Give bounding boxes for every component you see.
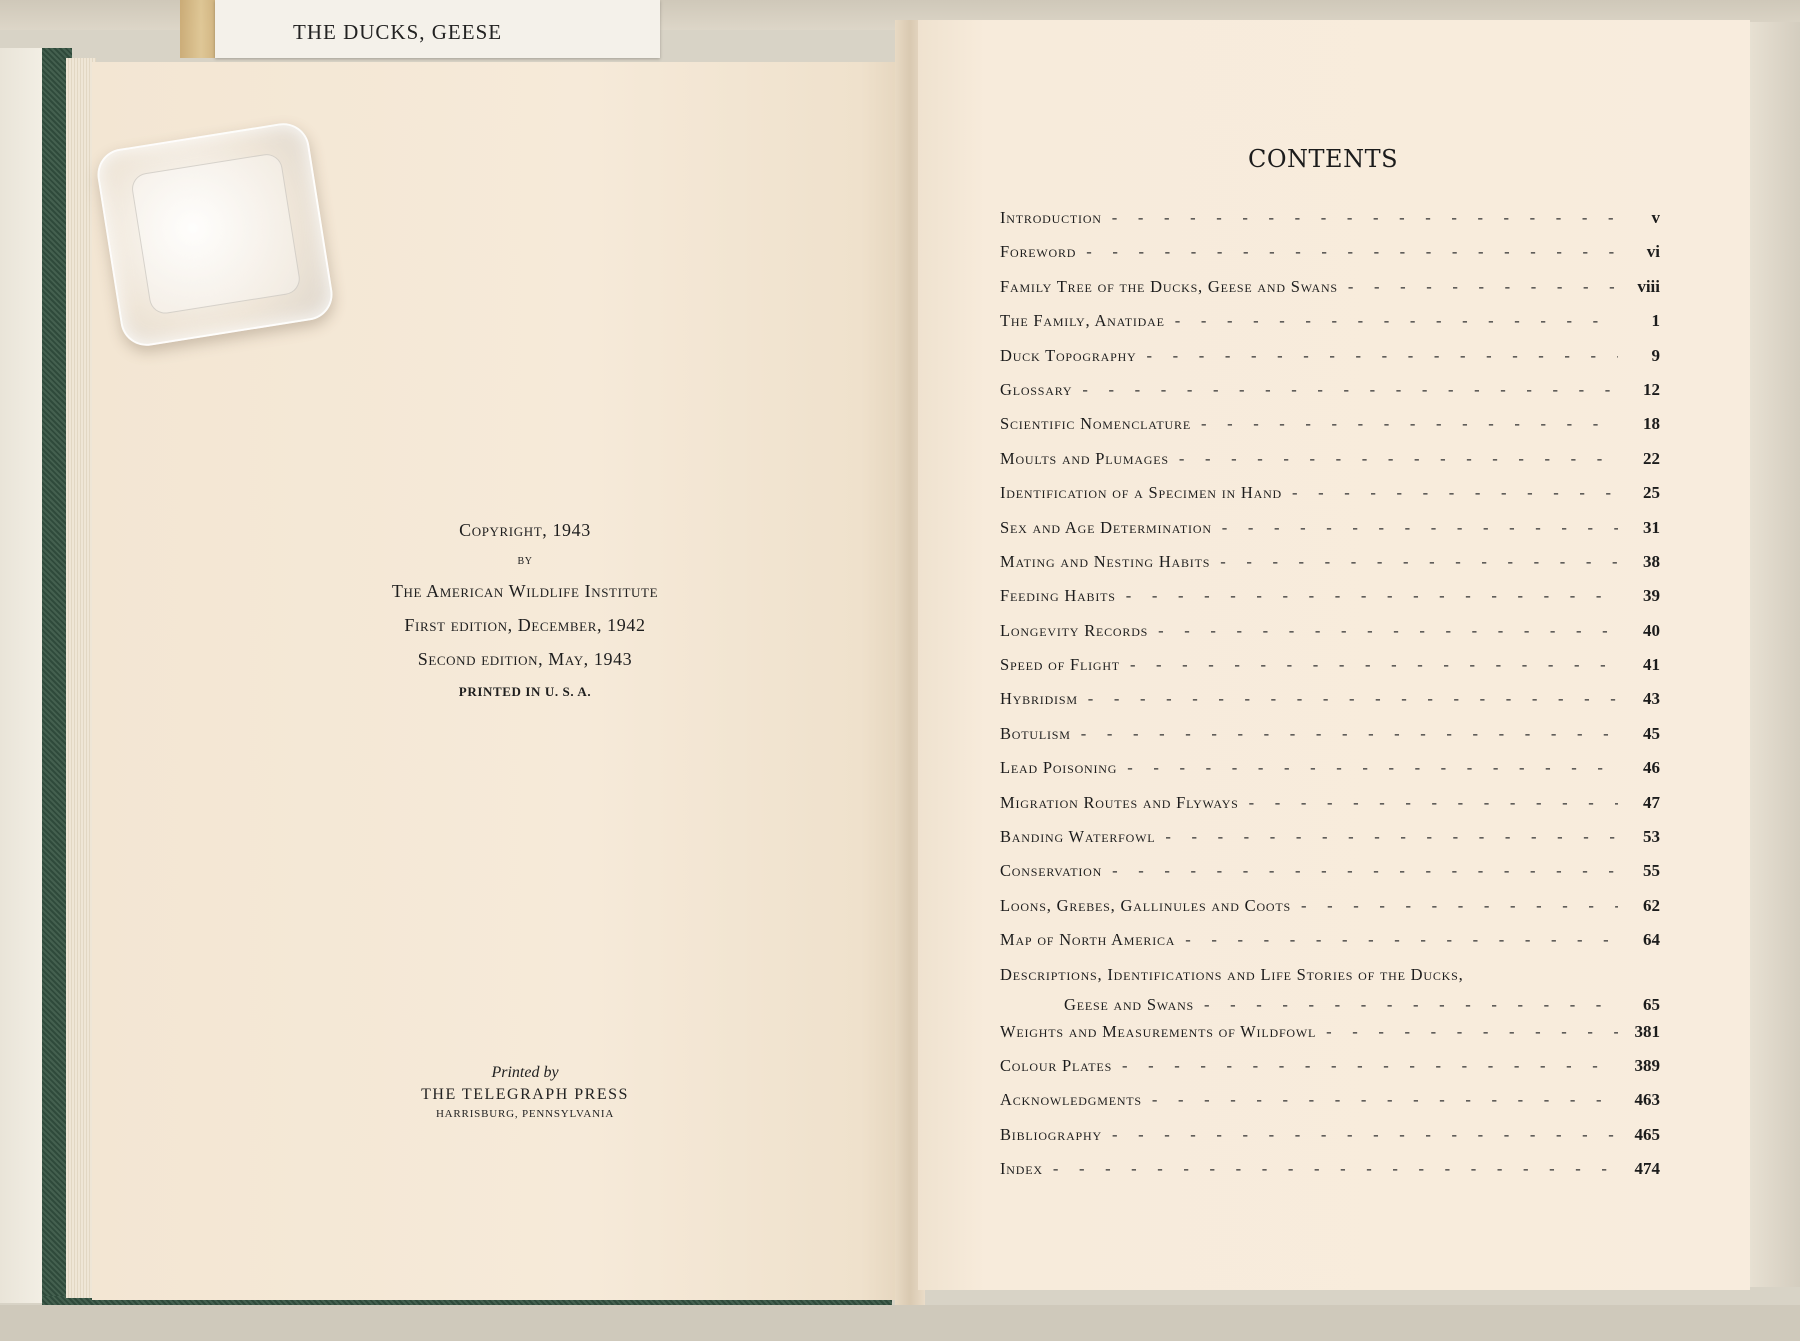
toc-entry bbox=[1000, 861, 1660, 895]
toc-entry bbox=[1000, 1022, 1660, 1056]
underlying-pages bbox=[0, 48, 45, 1303]
toc-entry-page: 465 bbox=[1634, 1124, 1660, 1144]
toc-entry-page: 41 bbox=[1643, 655, 1660, 675]
toc-entry-page: 64 bbox=[1643, 930, 1660, 950]
toc-entry-label: Index bbox=[1000, 1159, 1043, 1179]
toc-entry bbox=[1000, 552, 1660, 586]
toc-leader-dashes bbox=[1348, 277, 1618, 297]
toc-entry-page: 53 bbox=[1643, 827, 1660, 847]
toc-entry bbox=[1000, 586, 1660, 620]
toc-leader-dashes bbox=[1292, 483, 1618, 503]
toc-entry-label: Foreword bbox=[1000, 242, 1077, 262]
background-bottom bbox=[0, 1305, 1800, 1341]
toc-entry-label: Mating and Nesting Habits bbox=[1000, 551, 1211, 571]
toc-entry-page: 12 bbox=[1643, 379, 1660, 399]
toc-entry-label: The Family, Anatidae bbox=[1000, 311, 1165, 331]
toc-entry-page: 463 bbox=[1634, 1090, 1660, 1110]
toc-entry bbox=[1000, 518, 1660, 552]
bookmark-slip bbox=[215, 0, 660, 58]
toc-entry-page: 40 bbox=[1643, 620, 1660, 640]
toc-leader-dashes bbox=[1112, 861, 1618, 881]
toc-entry bbox=[1000, 1056, 1660, 1090]
toc-entry-page: 43 bbox=[1643, 689, 1660, 709]
toc-entry-page: 65 bbox=[1643, 995, 1660, 1015]
toc-entry-page: 39 bbox=[1643, 586, 1660, 606]
copyright-imprint bbox=[340, 520, 710, 700]
toc-leader-dashes bbox=[1152, 1090, 1618, 1110]
toc-leader-dashes bbox=[1130, 655, 1618, 675]
toc-entry-label: Sex and Age Determination bbox=[1000, 517, 1212, 537]
toc-leader-dashes bbox=[1081, 724, 1618, 744]
toc-entry-page: 38 bbox=[1643, 551, 1660, 571]
toc-entry-page: 55 bbox=[1643, 861, 1660, 881]
printer-by: Printed by bbox=[491, 1064, 559, 1081]
toc-entry-label: Acknowledgments bbox=[1000, 1090, 1142, 1110]
toc-entry-page: v bbox=[1651, 208, 1660, 227]
table-of-contents bbox=[1000, 208, 1660, 1194]
toc-entry bbox=[1000, 724, 1660, 758]
toc-entry-page: 9 bbox=[1651, 345, 1660, 365]
toc-entry-page: 46 bbox=[1643, 758, 1660, 778]
toc-entry-label: Loons, Grebes, Gallinules and Coots bbox=[1000, 895, 1292, 915]
toc-entry-label: Moults and Plumages bbox=[1000, 448, 1169, 468]
toc-entry-label: Bibliography bbox=[1000, 1124, 1102, 1144]
toc-entry-page: 22 bbox=[1643, 448, 1660, 468]
toc-leader-dashes bbox=[1088, 689, 1618, 709]
toc-entry bbox=[1000, 449, 1660, 483]
toc-entry bbox=[1000, 655, 1660, 689]
toc-entry-page: 31 bbox=[1643, 517, 1660, 537]
toc-leader-dashes bbox=[1112, 1125, 1618, 1145]
printer-place: HARRISBURG, PENNSYLVANIA bbox=[435, 1108, 615, 1120]
toc-entry-page: 45 bbox=[1643, 723, 1660, 743]
printer-name: THE TELEGRAPH PRESS bbox=[421, 1086, 629, 1103]
toc-entry-label: Lead Poisoning bbox=[1000, 758, 1118, 778]
toc-entry-label: Descriptions, Identifications and Life Stories of the Ducks, bbox=[1000, 964, 1464, 984]
toc-entry-page: 1 bbox=[1651, 311, 1660, 331]
toc-entry-label: Introduction bbox=[1000, 208, 1102, 227]
toc-entry-label: Conservation bbox=[1000, 861, 1103, 881]
toc-leader-dashes bbox=[1165, 827, 1618, 847]
toc-entry-label: Colour Plates bbox=[1000, 1055, 1113, 1075]
toc-entry-label-continued: Geese and Swans bbox=[1064, 995, 1195, 1015]
toc-leader-dashes bbox=[1201, 414, 1618, 434]
toc-entry-label: Identification of a Specimen in Hand bbox=[1000, 483, 1283, 503]
toc-entry-label: Hybridism bbox=[1000, 689, 1078, 709]
toc-entry-label: Longevity Records bbox=[1000, 620, 1149, 640]
glass-paperweight bbox=[94, 119, 336, 349]
toc-leader-dashes bbox=[1204, 995, 1618, 1015]
toc-leader-dashes bbox=[1082, 380, 1618, 400]
toc-entry-page: 381 bbox=[1634, 1021, 1660, 1041]
right-background bbox=[1750, 22, 1800, 1287]
toc-leader-dashes bbox=[1112, 208, 1618, 228]
toc-entry bbox=[1000, 793, 1660, 827]
second-edition-line: Second edition, May, 1943 bbox=[417, 649, 633, 669]
toc-entry-page: 62 bbox=[1643, 895, 1660, 915]
toc-entry bbox=[1000, 1090, 1660, 1124]
toc-leader-dashes bbox=[1126, 586, 1618, 606]
toc-entry-page: 18 bbox=[1643, 414, 1660, 434]
toc-leader-dashes bbox=[1158, 621, 1618, 641]
toc-entry-label: Banding Waterfowl bbox=[1000, 827, 1156, 847]
toc-entry-label: Weights and Measurements of Wildfowl bbox=[1000, 1021, 1317, 1041]
toc-entry bbox=[1000, 208, 1660, 242]
toc-leader-dashes bbox=[1220, 552, 1618, 572]
toc-leader-dashes bbox=[1053, 1159, 1618, 1179]
toc-entry bbox=[1000, 758, 1660, 792]
copyright-line: Copyright, 1943 bbox=[459, 520, 591, 540]
toc-entry bbox=[1000, 483, 1660, 517]
glass-facet bbox=[130, 152, 302, 316]
toc-entry-label: Map of North America bbox=[1000, 930, 1176, 950]
toc-leader-dashes bbox=[1179, 449, 1618, 469]
toc-leader-dashes bbox=[1249, 793, 1618, 813]
toc-entry-label: Scientific Nomenclature bbox=[1000, 414, 1191, 434]
toc-leader-dashes bbox=[1301, 896, 1618, 916]
toc-entry bbox=[1000, 621, 1660, 655]
toc-entry-label: Duck Topography bbox=[1000, 345, 1137, 365]
toc-entry-label: Feeding Habits bbox=[1000, 586, 1116, 606]
toc-entry bbox=[1000, 346, 1660, 380]
toc-entry-page: 389 bbox=[1634, 1055, 1660, 1075]
toc-entry-page: 474 bbox=[1634, 1159, 1660, 1179]
toc-entry bbox=[1000, 414, 1660, 448]
toc-entry bbox=[1000, 1159, 1660, 1193]
toc-entry-continuation bbox=[1000, 995, 1660, 1015]
toc-entry bbox=[1000, 1125, 1660, 1159]
toc-entry bbox=[1000, 965, 1660, 1022]
contents-title: CONTENTS bbox=[1248, 145, 1399, 173]
by-line: by bbox=[517, 553, 533, 568]
toc-entry bbox=[1000, 689, 1660, 723]
toc-leader-dashes bbox=[1122, 1056, 1618, 1076]
toc-entry bbox=[1000, 311, 1660, 345]
toc-leader-dashes bbox=[1127, 758, 1618, 778]
toc-entry bbox=[1000, 277, 1660, 311]
toc-entry-label: Family Tree of the Ducks, Geese and Swans bbox=[1000, 276, 1338, 296]
toc-entry bbox=[1000, 896, 1660, 930]
toc-leader-dashes bbox=[1222, 518, 1618, 538]
toc-leader-dashes bbox=[1326, 1022, 1618, 1042]
toc-leader-dashes bbox=[1086, 242, 1618, 262]
printer-imprint bbox=[400, 1064, 650, 1120]
toc-entry-label: Botulism bbox=[1000, 723, 1071, 743]
toc-entry-page: viii bbox=[1637, 276, 1660, 296]
toc-leader-dashes bbox=[1147, 346, 1618, 366]
toc-leader-dashes bbox=[1185, 930, 1618, 950]
toc-entry bbox=[1000, 242, 1660, 276]
toc-entry bbox=[1000, 827, 1660, 861]
printed-in-line: PRINTED IN U. S. A. bbox=[458, 684, 592, 699]
toc-entry-page: 47 bbox=[1643, 792, 1660, 812]
toc-entry bbox=[1000, 930, 1660, 964]
bookmark-text: THE DUCKS, GEESE bbox=[293, 20, 503, 44]
toc-entry-page: 25 bbox=[1643, 483, 1660, 503]
toc-entry-page: vi bbox=[1646, 242, 1660, 262]
institute-line: The American Wildlife Institute bbox=[391, 581, 659, 601]
toc-entry-label: Speed of Flight bbox=[1000, 655, 1120, 675]
toc-entry-label: Migration Routes and Flyways bbox=[1000, 792, 1239, 812]
first-edition-line: First edition, December, 1942 bbox=[404, 615, 646, 635]
toc-entry-label: Glossary bbox=[1000, 379, 1073, 399]
toc-entry bbox=[1000, 380, 1660, 414]
toc-leader-dashes bbox=[1175, 311, 1618, 331]
